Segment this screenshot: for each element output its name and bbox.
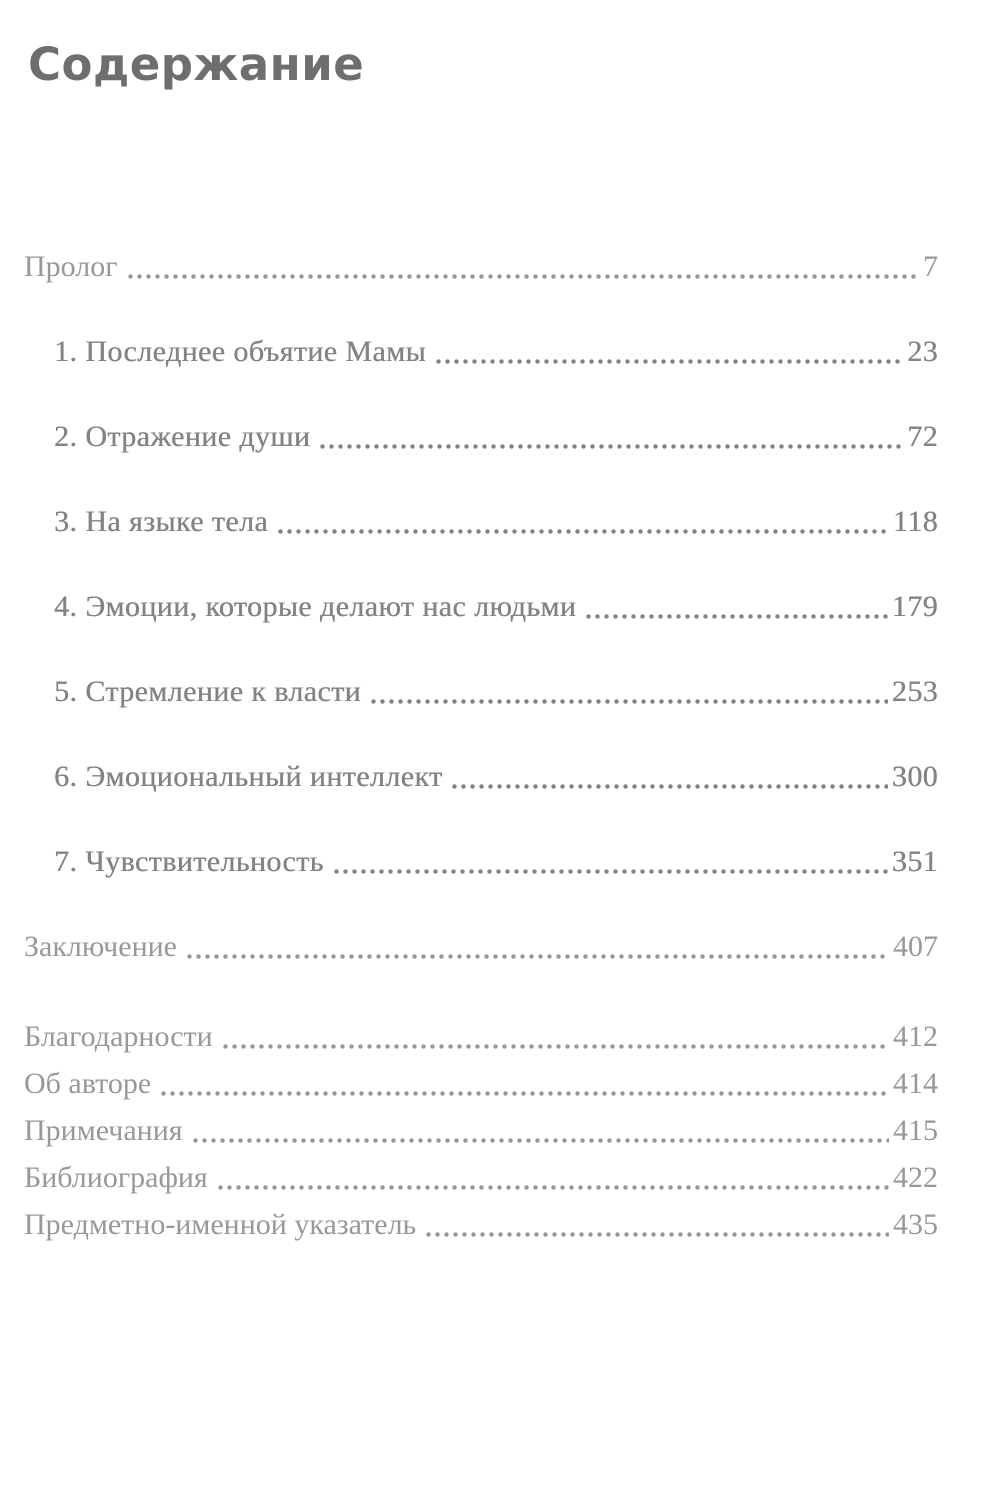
dot-leader [216, 1159, 889, 1197]
page-title: Содержание [28, 38, 365, 91]
dot-leader [434, 333, 903, 371]
toc-entry-label: Предметно-именной указатель [24, 1208, 417, 1241]
toc-entry-label: Библиография [24, 1161, 208, 1194]
toc-entry-label: 5. Стремление к власти [54, 675, 362, 708]
toc-entry-page: 407 [893, 930, 938, 963]
toc-entry-page: 7 [923, 250, 938, 283]
toc-entry-page: 422 [893, 1161, 938, 1194]
toc-entry-chapter-2 [54, 418, 938, 456]
toc-entry-prologue [24, 248, 938, 286]
toc-entry-page: 179 [891, 590, 938, 623]
toc-entry-page: 415 [893, 1114, 938, 1147]
dot-leader [221, 1018, 889, 1056]
toc-entry-chapter-6 [54, 758, 938, 796]
toc-entry-label: Об авторе [24, 1067, 152, 1100]
toc-entry-index [24, 1206, 938, 1244]
dot-leader [191, 1112, 889, 1150]
dot-leader [276, 503, 889, 541]
toc-entry-label: Благодарности [24, 1020, 213, 1053]
toc-entry-chapter-4 [54, 588, 938, 626]
toc-entry-page: 23 [907, 335, 938, 368]
toc-entry-bibliography [24, 1159, 938, 1197]
dot-leader [424, 1206, 889, 1244]
dot-leader [185, 928, 889, 966]
toc-entry-page: 435 [893, 1208, 938, 1241]
toc-entry-label: 4. Эмоции, которые делают нас людьми [54, 590, 577, 623]
dot-leader [318, 418, 903, 456]
toc-entry-label: 1. Последнее объятие Мамы [54, 335, 427, 368]
toc-entry-page: 412 [893, 1020, 938, 1053]
toc-entry-page: 72 [907, 420, 938, 453]
toc-entry-notes [24, 1112, 938, 1150]
toc-entry-page: 253 [891, 675, 938, 708]
toc-entry-label: Пролог [24, 250, 118, 283]
toc-entry-chapter-5 [54, 673, 938, 711]
dot-leader [584, 588, 888, 626]
toc-entry-label: 3. На языке тела [54, 505, 269, 538]
toc-entry-page: 118 [892, 505, 938, 538]
toc-entry-about-author [24, 1065, 938, 1103]
dot-leader [450, 758, 887, 796]
toc-entry-page: 351 [891, 845, 938, 878]
toc-entry-chapter-1 [54, 333, 938, 371]
dot-leader [332, 843, 888, 881]
dot-leader [159, 1065, 889, 1103]
toc-entry-label: Заключение [24, 930, 177, 963]
toc-entry-label: Примечания [24, 1114, 183, 1147]
dot-leader [369, 673, 888, 711]
toc-entry-page: 414 [893, 1067, 938, 1100]
dot-leader [126, 248, 919, 286]
toc-entry-label: 6. Эмоциональный интеллект [54, 760, 443, 793]
toc-entry-conclusion [24, 928, 938, 966]
toc-entry-chapter-7 [54, 843, 938, 881]
toc-entry-acknowledgements [24, 1018, 938, 1056]
toc-entry-label: 7. Чувствительность [54, 845, 324, 878]
toc-entry-chapter-3 [54, 503, 938, 541]
toc-entry-page: 300 [891, 760, 938, 793]
toc-entry-label: 2. Отражение души [54, 420, 311, 453]
table-of-contents [24, 248, 938, 1253]
